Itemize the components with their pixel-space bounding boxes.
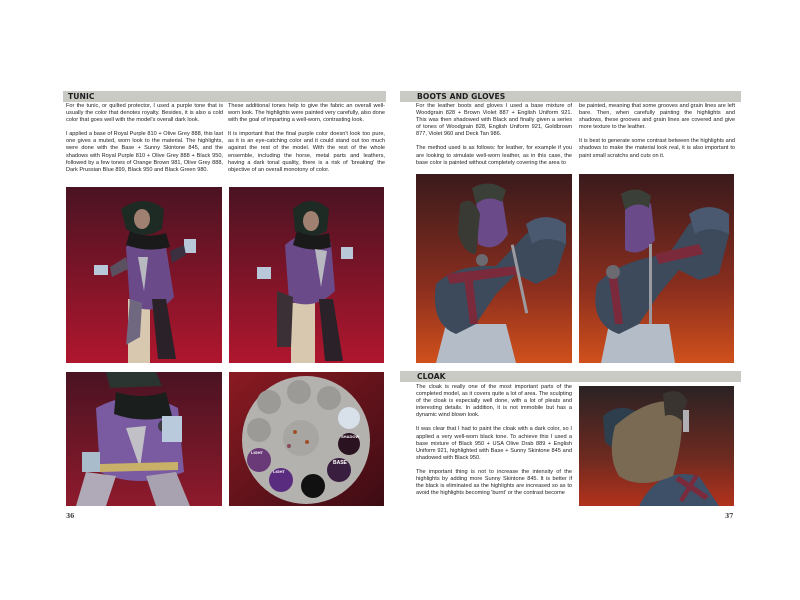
- photo-tunic-closeup: [66, 372, 222, 506]
- photo-horse-right: [579, 174, 734, 363]
- paragraph: be painted, meaning that some grooves and grain lines are left bare. Then, when carefully painting the highlights and shadows, these grooves and grain lines are covered and give more texture to the leather.: [579, 103, 735, 131]
- palette-label-shadow: SHADOW: [341, 434, 360, 439]
- boots-gloves-heading: BOOTS AND GLOVES: [417, 92, 506, 101]
- photo-paint-palette: [229, 372, 384, 506]
- paragraph: These additional tones help to give the fabric an overall well-worn look. The highlights were painted very carefully, also done with the goal of imparting a well-worn, contrasting look.: [228, 103, 385, 124]
- photo-rider-front: [66, 187, 222, 363]
- palette-label-base: BASE: [333, 460, 347, 466]
- photo-rider-three-quarter: [229, 187, 384, 363]
- paragraph: The important thing is not to increase the intensity of the highlights by adding more Sunny Skintone 845. It is better if the black is eliminated as the highlights are increased so as to avoid the highlights becoming 'burnt' or the contrast become: [416, 468, 572, 497]
- paragraph: It was clear that I had to paint the cloak with a dark color, so I applied a very well-worn black tone. To achieve this I used a base mixture of Black 950 + USA Olive Drab 889 + English Uniform 921, highlighted with Base + Sunny Skintone 845 and shadowed with Black 950.: [416, 426, 572, 461]
- paragraph: The cloak is really one of the most important parts of the completed model, as it covers quite a lot of area. The sculpting of the cloak is especially well done, with a lot of pleats and interesting details. In addition, it is not immobile but has a dynamic wind blown look.: [416, 384, 572, 419]
- paragraph: For the leather boots and gloves I used a base mixture of Woodgrain 828 + Brown Violet 887 + English Uniform 921. This was then shadowed with Black and finally given a series of tones of Woodgrain 828, English Uniform 921, Goldbrown 877, Violet 960 and Deck Tan 986.: [416, 103, 572, 138]
- tunic-heading: TUNIC: [68, 92, 95, 101]
- paragraph: For the tunic, or quilted protector, I used a purple tone that is usually the color that denotes royalty. Besides, it is also a cold color that goes well with the model's overall dark look.: [66, 103, 223, 124]
- palette-label-light-1: LIGHT: [251, 450, 263, 455]
- cloak-heading: CLOAK: [417, 372, 446, 381]
- paragraph: The method used is as follows: for leather, for example if you are looking to simulate well-worn leather, as in this case, the base color is painted without completely covering the area to: [416, 145, 572, 166]
- cloak-column-1: [416, 384, 572, 504]
- cloak-section-bar: [400, 371, 741, 382]
- boots-column-1: [416, 103, 572, 174]
- tunic-section-bar: [63, 91, 386, 102]
- palette-label-light-2: LIGHT: [273, 469, 285, 474]
- paragraph: It is best to generate some contrast between the highlights and shadows to make the material look real, it is also important to paint small scratchs and cuts on it.: [579, 138, 735, 159]
- photo-cloak-rear: [579, 386, 734, 506]
- boots-column-2: [579, 103, 735, 167]
- paragraph: I applied a base of Royal Purple 810 + Olive Grey 888, this last one gives a muted, worn look to the material. The highlights, were done with the Base + Sunny Skintone 845, and the shadows with Royal Purple 810 + Olive Grey 888 + Black 950, followed by a few tones of Orange Brown 981, Olive Grey 888, Dark Prussian Blue 899, Black 950 and Black Green 980.: [66, 131, 223, 173]
- tunic-column-1: [66, 103, 223, 181]
- tunic-column-2: [228, 103, 385, 181]
- paragraph: It is important that the final purple color doesn't look too pure, as it is an eye-catching color and it could stand out too much against the rest of the model. With the rest of the whole ensemble, including the horse, metal parts and leathers, having a dark tonal quality, there is a risk of 'breaking' the objective of an overall monotony of color.: [228, 131, 385, 173]
- page-number-right: 37: [725, 513, 734, 520]
- page-number-left: 36: [66, 513, 75, 520]
- photo-horse-left: [416, 174, 572, 363]
